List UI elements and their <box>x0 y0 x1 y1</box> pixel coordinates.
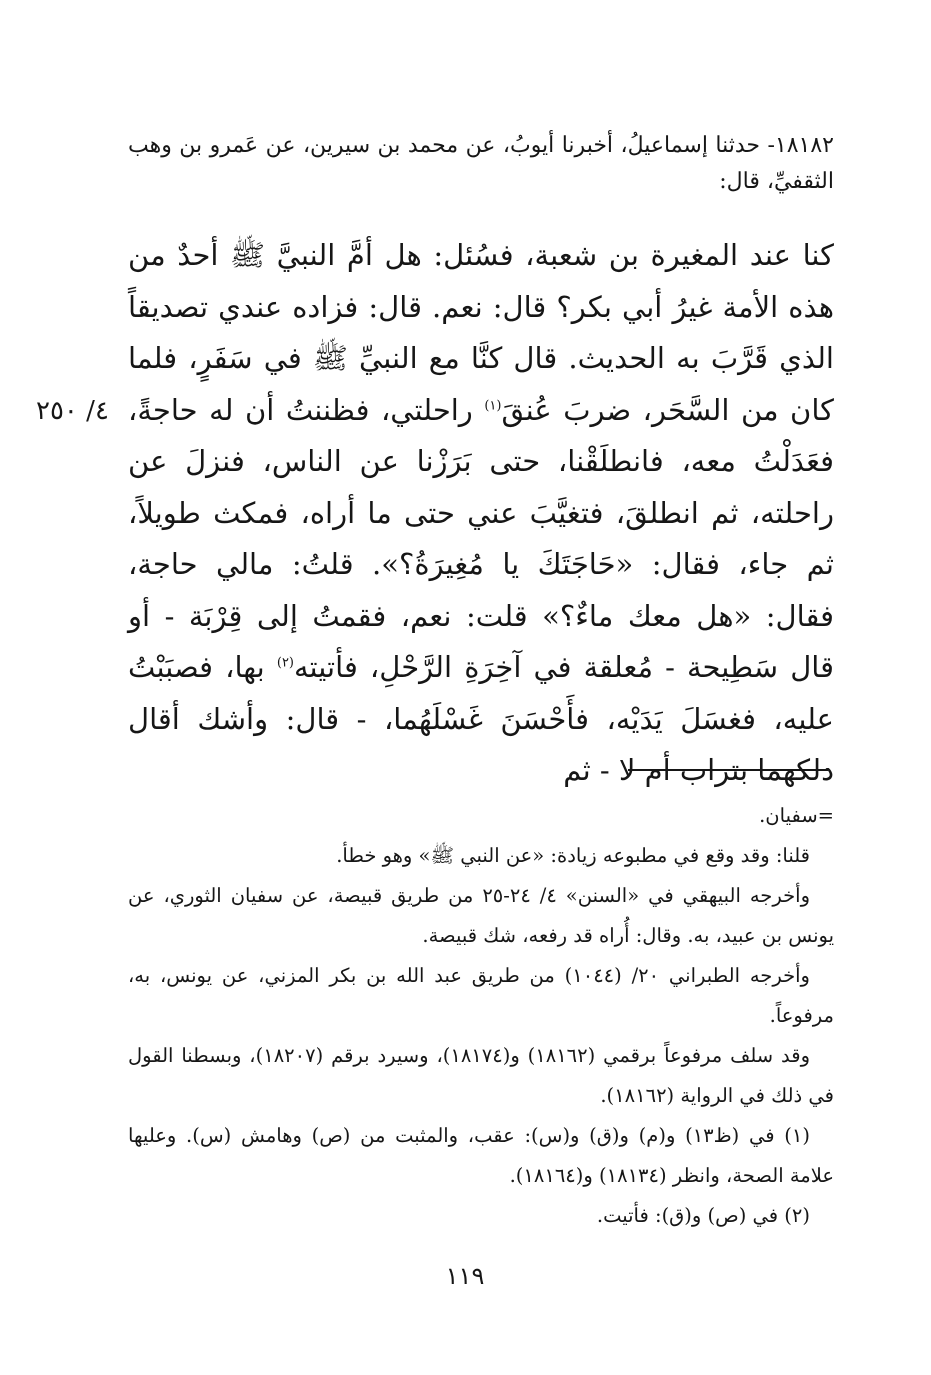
footnote-paragraph: وأخرجه البيهقي في «السنن» ٤/ ٢٤-٢٥ من طريق قبيصة، عن سفيان الثوري، عن يونس بن عبيد، به. وقال: أُراه قد رفعه، شك قبيصة. <box>128 884 834 947</box>
hadith-text-part-3: بها، فصبَبْتُ عليه، فغسَلَ يَدَيْه، فأَحْسَنَ غَسْلَهُما، - قال: وأشك أقال دلكهما بتراب أم لا - ثم <box>128 650 834 787</box>
hadith-text <box>128 230 834 797</box>
footnote-1: (١) في (ظ١٣) و(م) و(ق) و(س): عقب، والمثبت من (ص) وهامش (س). وعليها علامة الصحة، وانظر (١٨١٣٤) و(١٨١٦٤). <box>128 1124 834 1187</box>
footnote-marker-1: (١) <box>484 397 502 413</box>
footnote-marker-2: (٢) <box>276 655 294 671</box>
footnotes-section <box>128 796 834 1236</box>
footnote-2: (٢) في (ص) و(ق): فأتيت. <box>596 1204 810 1227</box>
footnote-paragraph: قلنا: وقد وقع في مطبوعه زيادة: «عن النبي ﷺ» وهو خطأ. <box>336 844 810 867</box>
footnote-paragraph: وقد سلف مرفوعاً برقمي (١٨١٦٢) و(١٨١٧٤)، وسيرد برقم (١٨٢٠٧)، وبسطنا القول في ذلك في الرواية (١٨١٦٢). <box>128 1044 834 1107</box>
hadith-chain-of-narration: ١٨١٨٢- حدثنا إسماعيلُ، أخبرنا أيوبُ، عن محمد بن سيرين، عن عَمرو بن وهب الثقفيِّ، قال: <box>128 133 834 194</box>
hadith-text-part-1: كنا عند المغيرة بن شعبة، فسُئل: هل أمَّ النبيَّ ﷺ أحدٌ من هذه الأمة غيرُ أبي بكر؟ قال: نعم. قال: فزاده عندي تصديقاً الذي قَرَّبَ به الحديث. قال كنَّا مع النبيِّ ﷺ في سَفَرٍ، فلما كان من السَّحَر، ضربَ عُنقَ <box>128 238 834 427</box>
margin-volume-page-reference: ٤/ ٢٥٠ <box>36 396 109 426</box>
footnote-separator-line <box>628 769 828 771</box>
footnote-continuation: =سفيان. <box>759 804 834 827</box>
page-number: ١١٩ <box>445 1262 485 1290</box>
hadith-text-part-2: راحلتي، فظننتُ أن له حاجةً، فعَدَلْتُ معه، فانطلَقْنا، حتى بَرَزْنا عن الناس، فنزلَ عن راحلته، ثم انطلقَ، فتغيَّبَ عني حتى ما أراه، فمكث طويلاً، ثم جاء، فقال: «حَاجَتَكَ يا مُغِيرَةُ؟». قلتُ: مالي حاجة، فقال: «هل معك ماءٌ؟» قلت: نعم، فقمتُ إلى قِرْبَة - أو قال سَطِيحة - مُعلقة في آخِرَةِ الرَّحْلِ، فأتيته <box>128 392 834 684</box>
footnote-paragraph: وأخرجه الطبراني ٢٠/ (١٠٤٤) من طريق عبد الله بن بكر المزني، عن يونس، به، مرفوعاً. <box>128 964 834 1027</box>
